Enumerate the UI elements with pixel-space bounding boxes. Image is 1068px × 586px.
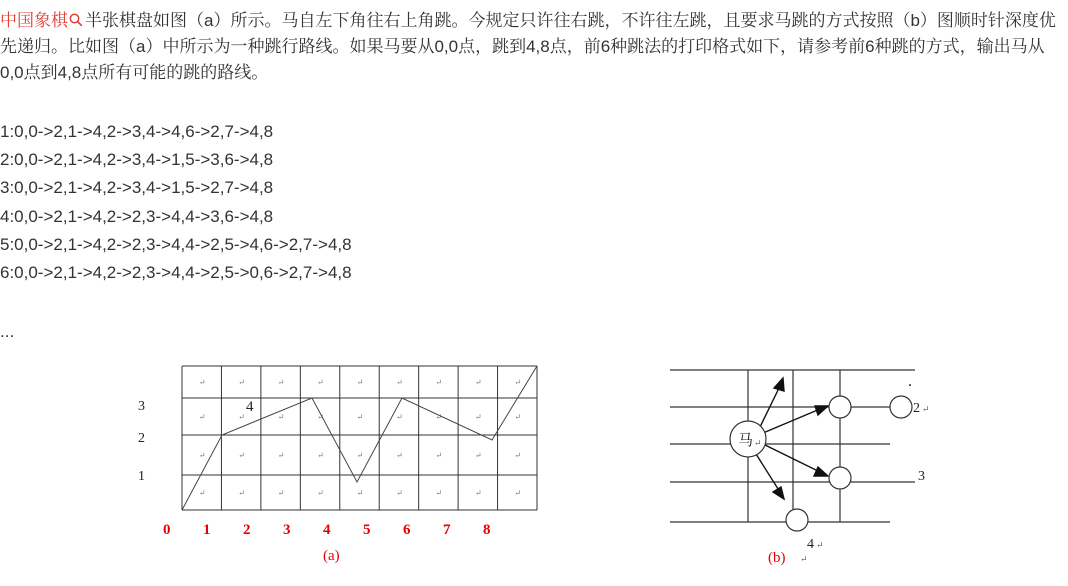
x-labels [163,522,491,538]
cell-return-mark: ↵ [435,451,443,460]
route-line: 1:0,0->2,1->4,2->3,4->4,6->2,7->4,8 [0,122,274,141]
cell-return-mark: ↵ [238,451,245,460]
cell-return-mark: ↵ [356,451,364,460]
cell-return-mark: ↵ [514,378,521,387]
cell-return-mark: ↵ [317,488,324,498]
cell-return-mark: ↵ [198,378,206,387]
caption-return-mark: ↵ [800,554,808,564]
cell-return-mark: ↵ [514,488,521,498]
cell-return-mark: ↵ [198,451,206,460]
x-label: 3 [283,522,291,538]
figure-a [130,360,550,580]
cell-return-mark: ↵ [435,378,443,387]
label-2-return-mark: ↵ [922,404,930,414]
label-3: 3 [918,469,925,484]
figure-a-caption: (a) [323,548,340,564]
cell-return-mark: ↵ [395,488,403,498]
keyword-link[interactable] [0,11,85,30]
cell-return-mark: ↵ [317,412,324,422]
y-label-2: 2 [138,431,145,446]
cell-return-mark: ↵ [238,488,245,498]
target-circles [786,396,912,531]
route-line: 6:0,0->2,1->4,2->2,3->4,4->2,5->0,6->2,7->4,8 [0,263,352,283]
cell-marks [199,378,521,498]
cell-return-mark: ↵ [514,412,521,422]
cell-return-mark: ↵ [435,488,443,498]
search-icon[interactable] [69,13,83,27]
cell-return-mark: ↵ [474,451,482,460]
cell-return-mark: ↵ [198,412,206,422]
cell-return-mark: ↵ [474,412,482,422]
cell-return-mark: ↵ [198,488,206,498]
cell-return-mark: ↵ [238,378,245,387]
cell-return-mark: ↵ [317,451,324,460]
cell-return-mark: ↵ [356,378,364,387]
jump-arrows [756,378,828,499]
cell-return-mark: ↵ [356,412,364,422]
board-lines [670,370,915,522]
cell-return-mark: ↵ [317,378,324,387]
route-line: 2:0,0->2,1->4,2->3,4->1,5->3,6->4,8 [0,150,274,170]
cell-return-mark: ↵ [277,412,285,422]
cell-return-mark: ↵ [474,488,482,498]
label-4: 4 [807,537,814,552]
route-line: 3:0,0->2,1->4,2->3,4->1,5->2,7->4,8 [0,178,274,198]
x-label: 8 [483,522,491,538]
x-label: 2 [243,522,251,538]
cell-return-mark: ↵ [277,378,285,387]
x-label: 4 [323,522,331,538]
route-list [0,118,352,287]
cell-return-mark: ↵ [238,412,245,422]
cell-return-mark: ↵ [277,451,285,460]
x-label: 0 [163,522,171,538]
problem-text: 半张棋盘如图（a）所示。马自左下角往右上角跳。今规定只许往右跳，不许往左跳，且要求马跳的方式按照（b）图顺时针深度优先递归。比如图（a）中所示为一种跳行路线。如果马要从0,0点，跳到4,8点，前6种跳法的打印格式如下，请参考前6种跳的方式，输出马从0,0点到4,8点所有可能的跳的路线。 [0,11,1056,82]
y-label-1: 1 [138,469,145,484]
horse-return-mark: ↵ [754,438,762,448]
cell-return-mark: ↵ [395,451,403,460]
horse-label: 马 [738,433,754,449]
figure-b [660,360,950,580]
cell-return-mark: ↵ [356,488,364,498]
x-label: 7 [443,522,451,538]
route-line: 4:0,0->2,1->4,2->2,3->4,4->3,6->4,8 [0,206,274,226]
ellipsis: ... [0,322,15,341]
x-label: 1 [203,522,211,538]
x-label: 5 [363,522,371,538]
point-label-4: 4 [246,399,254,415]
cell-return-mark: ↵ [395,412,403,422]
cell-return-mark: ↵ [277,488,285,498]
figure-b-caption: (b) [768,550,786,566]
label-2: 2 [913,401,920,416]
cell-return-mark: ↵ [395,378,403,387]
cell-return-mark: ↵ [514,451,521,460]
x-label: 6 [403,522,411,538]
y-label-3: 3 [138,399,145,414]
top-dot-mark: . [908,373,912,390]
cell-return-mark: ↵ [474,378,482,387]
problem-statement [0,8,1060,86]
route-line: 5:0,0->2,1->4,2->2,3->4,4->2,5->4,6->2,7->4,8 [0,234,352,254]
label-4-return-mark: ↵ [816,540,824,550]
cell-return-mark: ↵ [435,412,443,422]
keyword-link-text[interactable]: 中国象棋 [0,11,68,30]
